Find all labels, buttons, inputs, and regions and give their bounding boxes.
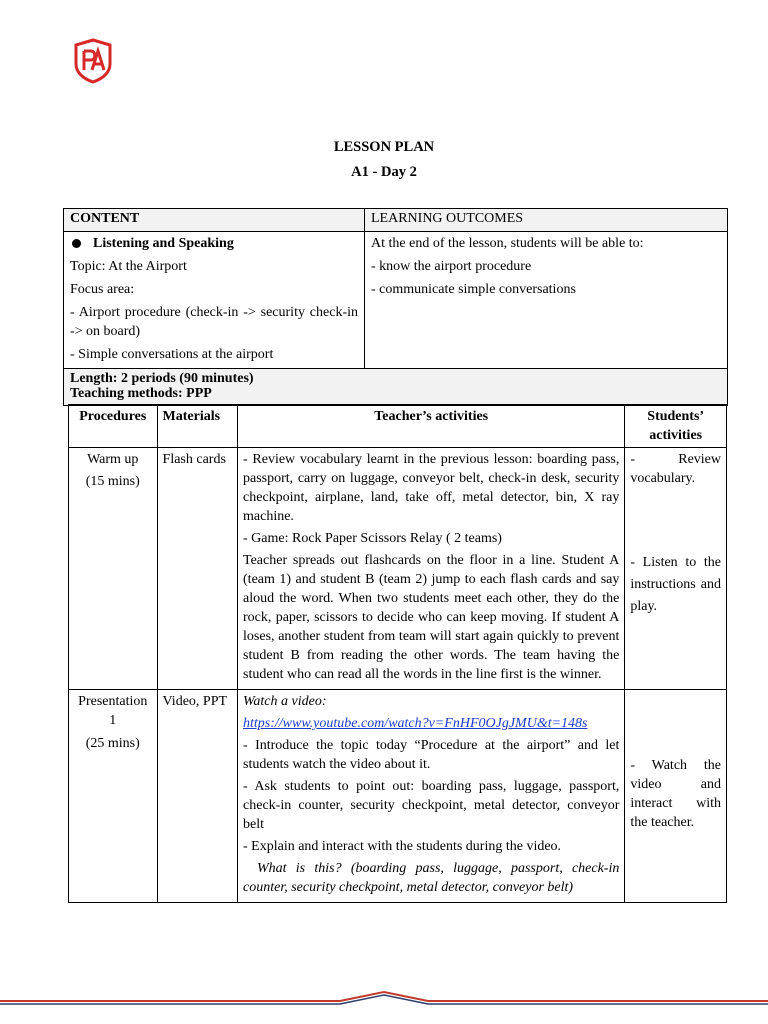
table-row bbox=[69, 690, 727, 903]
page-title: LESSON PLAN bbox=[333, 139, 435, 155]
materials-cell: Video, PPT bbox=[157, 690, 237, 903]
focus-item: - Airport procedure (check-in -> security check-in -> on board) bbox=[70, 305, 358, 339]
focus-label: Focus area: bbox=[70, 282, 135, 297]
teacher-text: What is this? (boarding pass, luggage, passport, check-in counter, security checkpoint, metal detector, conveyor belt) bbox=[243, 861, 620, 895]
teacher-header: Teacher’s activities bbox=[238, 405, 625, 448]
content-header: CONTENT bbox=[64, 209, 365, 232]
teacher-text: - Explain and interact with the students during the video. bbox=[243, 839, 562, 854]
students-text: - Review vocabulary. bbox=[630, 452, 721, 486]
teacher-text: - Introduce the topic today “Procedure at the airport” and let students watch the video about it. bbox=[243, 738, 620, 772]
materials-header: Materials bbox=[157, 405, 237, 448]
procedures-table bbox=[68, 404, 727, 903]
teacher-text: - Review vocabulary learnt in the previous lesson: boarding pass, passport, carry on luggage, conveyor belt, check-in desk, security checkpoint, airplane, land, take off, metal detector, bin, X ray machine. bbox=[243, 452, 620, 524]
length-label: Length: 2 periods (90 minutes) bbox=[70, 371, 254, 386]
teacher-text: - Ask students to point out: boarding pass, luggage, passport, check-in counter, security checkpoint, metal detector, conveyor belt bbox=[243, 779, 620, 832]
footer-decoration bbox=[0, 990, 768, 1010]
school-logo-icon bbox=[73, 38, 113, 84]
materials-cell: Flash cards bbox=[157, 448, 237, 690]
procedure-cell bbox=[69, 690, 158, 903]
procedure-time: (15 mins) bbox=[85, 474, 140, 489]
table-row bbox=[69, 448, 727, 690]
video-link[interactable]: https://www.youtube.com/watch?v=FnHF0OJgJMU&t=148s bbox=[243, 716, 588, 731]
content-cell bbox=[64, 232, 365, 369]
page-subtitle: A1 - Day 2 bbox=[351, 164, 417, 180]
procedure-time: (25 mins) bbox=[85, 736, 140, 751]
students-header: Students’ activities bbox=[625, 405, 727, 448]
bullet-icon bbox=[72, 239, 81, 248]
focus-item: - Simple conversations at the airport bbox=[70, 347, 274, 362]
students-text: - Watch the video and interact with the teacher. bbox=[630, 758, 721, 830]
outcome-item: - know the airport procedure bbox=[371, 259, 532, 274]
length-cell bbox=[64, 369, 728, 406]
students-cell bbox=[625, 448, 727, 690]
overview-table bbox=[63, 208, 728, 406]
outcome-intro: At the end of the lesson, students will be able to: bbox=[371, 236, 644, 251]
procedure-name: Warm up bbox=[87, 452, 139, 467]
teacher-cell bbox=[238, 448, 625, 690]
outcomes-header: LEARNING OUTCOMES bbox=[365, 209, 728, 232]
teacher-cell bbox=[238, 690, 625, 903]
methods-label: Teaching methods: PPP bbox=[70, 386, 212, 401]
skill-label: Listening and Speaking bbox=[93, 236, 234, 251]
outcome-item: - communicate simple conversations bbox=[371, 282, 576, 297]
procedure-cell bbox=[69, 448, 158, 690]
procedure-name: Presentation 1 bbox=[78, 694, 148, 728]
topic-label: Topic: At the Airport bbox=[70, 259, 187, 274]
teacher-text: Watch a video: bbox=[243, 694, 327, 709]
procedures-header: Procedures bbox=[69, 405, 158, 448]
teacher-text: Teacher spreads out flashcards on the floor in a line. Student A (team 1) and student B (team 2) jump to each flash cards and say aloud the word. When two students meet each other, they do the rock, paper, scissors to decide who can keep moving. If student A loses, another student from team will start again quickly to prevent student B from reading the other words. The team having the student who can read all the words in the line first is the winner. bbox=[243, 553, 620, 682]
outcomes-cell bbox=[365, 232, 728, 369]
teacher-text: - Game: Rock Paper Scissors Relay ( 2 teams) bbox=[243, 531, 502, 546]
students-text: - Listen to the instructions and play. bbox=[630, 555, 721, 614]
students-cell bbox=[625, 690, 727, 903]
